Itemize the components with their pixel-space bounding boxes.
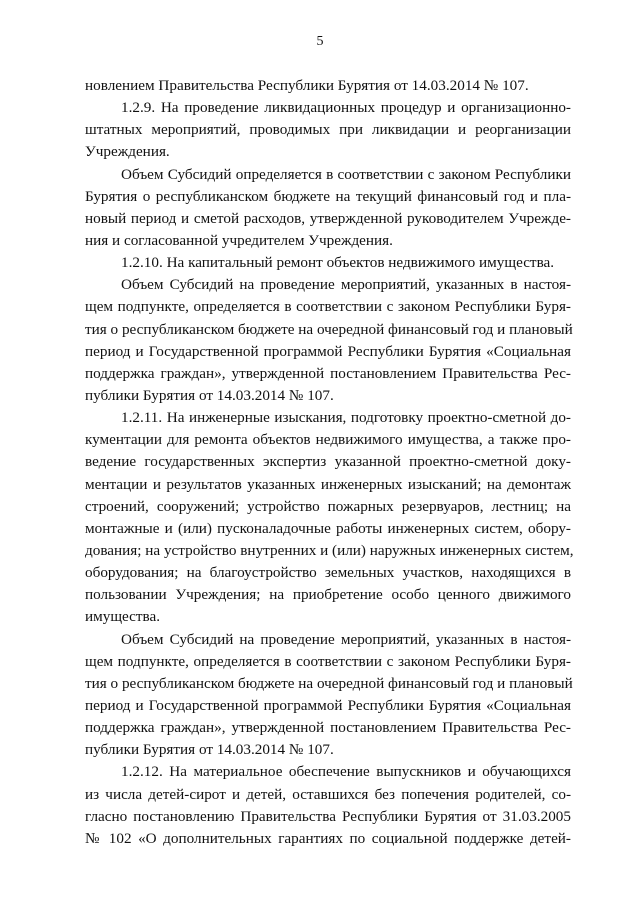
text-line: щем подпункте, определяется в соответствии с законом Республики Буря- [85, 652, 571, 670]
text-line: период и Государственной программой Республики Бурятия «Социальная [85, 342, 571, 360]
text-line: Объем Субсидий на проведение мероприятий, указанных в настоя- [121, 276, 571, 294]
text-line: новый период и сметой расходов, утвержденной руководителем Учрежде- [85, 209, 571, 227]
text-line: дования; на устройство внутренних и (или) наружных инженерных систем, [85, 541, 574, 559]
text-line: Объем Субсидий определяется в соответствии с законом Республики [121, 165, 571, 183]
text-line: ния и согласованной учредителем Учреждения. [85, 231, 393, 249]
text-line: поддержка граждан», утвержденной постановлением Правительства Рес- [85, 364, 571, 382]
text-line: 1.2.11. На инженерные изыскания, подготовку проектно-сметной до- [121, 409, 571, 427]
text-line: 1.2.9. На проведение ликвидационных процедур и организационно- [121, 99, 571, 117]
text-line: период и Государственной программой Республики Бурятия «Социальная [85, 696, 571, 714]
text-line: Бурятия о республиканском бюджете на текущий финансовый год и пла- [85, 187, 571, 205]
text-line: ведение государственных экспертиз указанной проектно-сметной доку- [85, 453, 571, 471]
body-text [85, 75, 574, 850]
text-line: ментации и результатов указанных инженерных изысканий; на демонтаж [85, 475, 571, 493]
text-line: имущества. [85, 608, 161, 626]
text-line: щем подпункте, определяется в соответствии с законом Республики Буря- [85, 298, 571, 316]
page-number: 5 [316, 34, 324, 49]
text-line: публики Бурятия от 14.03.2014 № 107. [85, 741, 334, 759]
text-line: гласно постановлению Правительства Республики Бурятия от 31.03.2005 [85, 807, 571, 825]
text-line: поддержка граждан», утвержденной постановлением Правительства Рес- [85, 719, 571, 737]
text-line: публики Бурятия от 14.03.2014 № 107. [85, 386, 334, 404]
text-line: кументации для ремонта объектов недвижимого имущества, а также про- [85, 431, 571, 449]
text-line: из числа детей-сирот и детей, оставшихся без попечения родителей, со- [85, 785, 571, 803]
text-line: № 102 «О дополнительных гарантиях по социальной поддержке детей- [85, 829, 571, 847]
text-line: Объем Субсидий на проведение мероприятий, указанных в настоя- [121, 630, 571, 648]
text-line: монтажные и (или) пусконаладочные работы инженерных систем, обору- [85, 519, 571, 537]
text-line: строений, сооружений; устройство пожарных резервуаров, лестниц; на [85, 497, 571, 515]
text-line: тия о республиканском бюджете на очередной финансовый год и плановый [85, 320, 573, 338]
text-line: Учреждения. [85, 143, 170, 161]
text-line: пользовании Учреждения; на приобретение особо ценного движимого [85, 586, 571, 604]
text-line: 1.2.12. На материальное обеспечение выпускников и обучающихся [121, 763, 571, 781]
text-line: новлением Правительства Республики Бурятия от 14.03.2014 № 107. [85, 77, 529, 94]
text-line: оборудования; на благоустройство земельных участков, находящихся в [85, 564, 571, 582]
text-line: 1.2.10. На капитальный ремонт объектов недвижимого имущества. [121, 254, 555, 272]
text-line: тия о республиканском бюджете на очередной финансовый год и плановый [85, 674, 573, 692]
text-line: штатных мероприятий, проводимых при ликвидации и реорганизации [85, 121, 571, 139]
